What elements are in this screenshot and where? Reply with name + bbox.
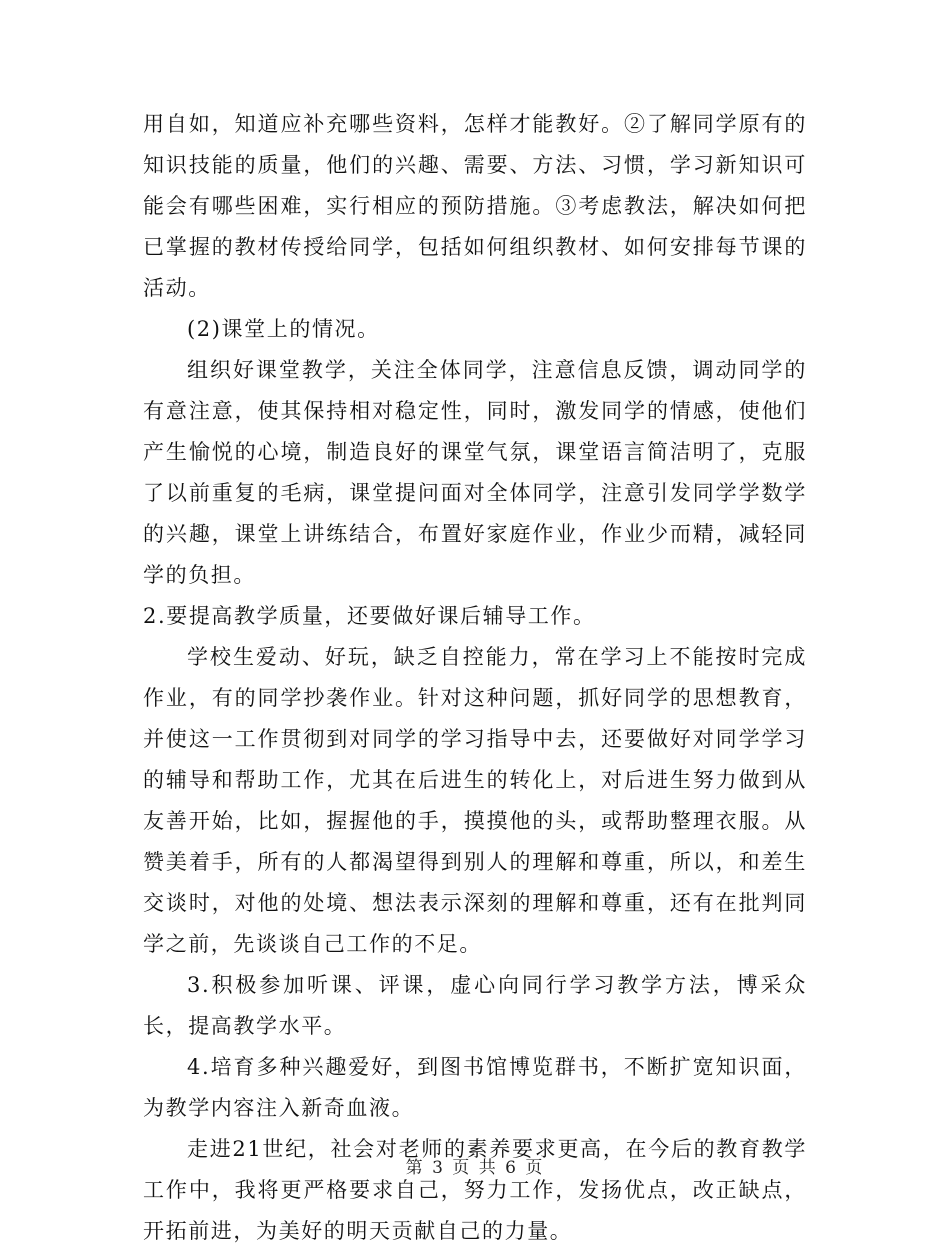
paragraph-classroom-teaching: 组织好课堂教学，关注全体同学，注意信息反馈，调动同学的有意注意，使其保持相对稳定性，同时，激发同学的情感，使他们产生愉悦的心境，制造良好的课堂气氛，课堂语言简洁明了，克服了以前重复的毛病，课堂提问面对全体同学，注意引发同学学数学的兴趣，课堂上讲练结合，布置好家庭作业，作业少而精，减轻同学的负担。 (143, 358, 807, 587)
paragraph-continuation: 用自如，知道应补充哪些资料，怎样才能教好。②了解同学原有的知识技能的质量，他们的兴趣、需要、方法、习惯，学习新知识可能会有哪些困难，实行相应的预防措施。③考虑教法，解决如何把已掌握的教材传授给同学，包括如何组织教材、如何安排每节课的活动。 (143, 112, 807, 300)
paragraph-interests: 4.培育多种兴趣爱好，到图书馆博览群书，不断扩宽知识面，为教学内容注入新奇血液。 (143, 1055, 807, 1120)
paragraph-conclusion: 走进21世纪，社会对老师的素养要求更高，在今后的教育教学工作中，我将更严格要求自己，努力工作，发扬优点，改正缺点，开拓前进，为美好的明天贡献自己的力量。 (143, 1137, 807, 1243)
paragraph-after-class-heading: 2.要提高教学质量，还要做好课后辅导工作。 (143, 604, 596, 628)
paragraph-after-class-tutoring: 学校生爱动、好玩，缺乏自控能力，常在学习上不能按时完成作业，有的同学抄袭作业。针对这种问题，抓好同学的思想教育，并使这一工作贯彻到对同学的学习指导中去，还要做好对同学学习的辅导和帮助工作，尤其在后进生的转化上，对后进生努力做到从友善开始，比如，握握他的手，摸摸他的头，或帮助整理衣服。从赞美着手，所有的人都渴望得到别人的理解和尊重，所以，和差生交谈时，对他的处境、想法表示深刻的理解和尊重，还有在批判同学之前，先谈谈自己工作的不足。 (143, 645, 807, 956)
page-number-footer: 第 3 页 共 6 页 (405, 1158, 545, 1178)
paragraph-classroom-heading: (2)课堂上的情况。 (187, 317, 380, 341)
document-body (143, 104, 807, 1252)
paragraph-lesson-observation: 3.积极参加听课、评课，虚心向同行学习教学方法，博采众长，提高教学水平。 (143, 973, 807, 1038)
